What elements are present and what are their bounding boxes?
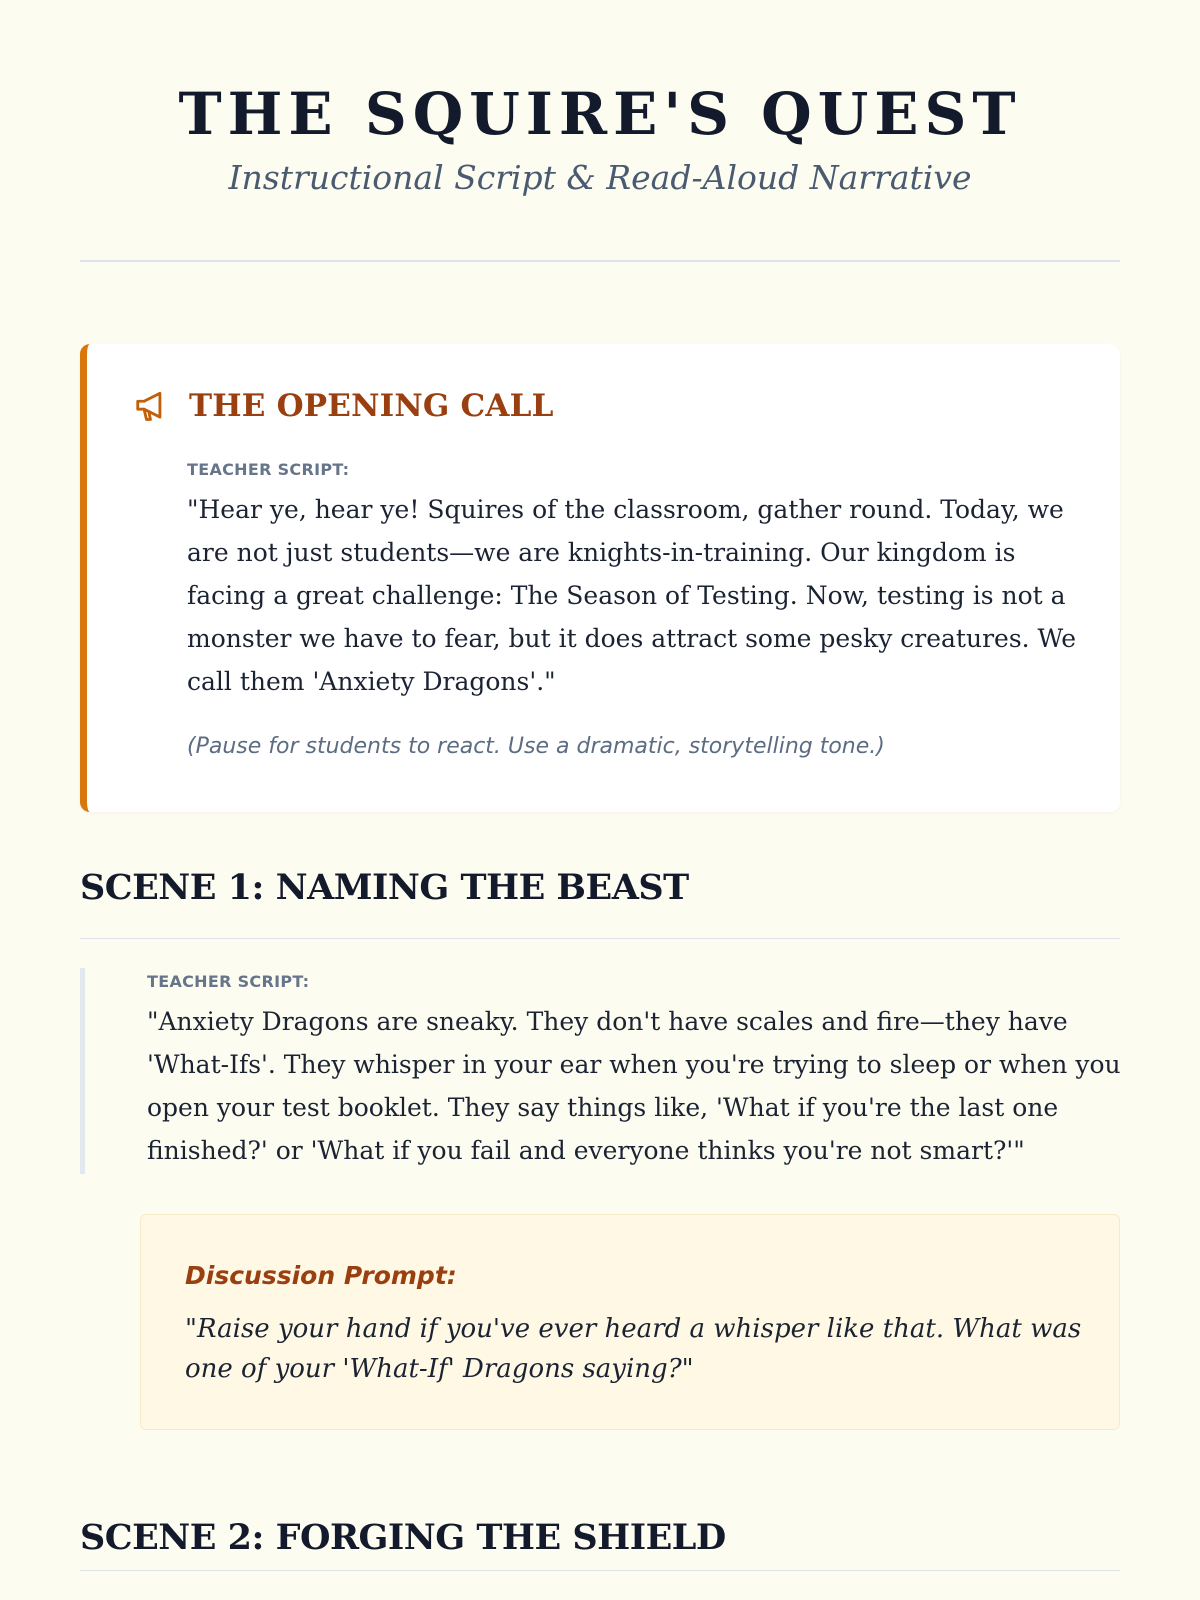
document-subtitle: Instructional Script & Read-Aloud Narrative <box>228 158 972 197</box>
header-divider <box>80 260 1120 262</box>
scene1-script-block <box>80 968 1120 1174</box>
discussion-prompt-text: "Raise your hand if you've ever heard a whisper like that. What was one of your 'What-If' Dragons saying?" <box>185 1314 1082 1384</box>
scene1-script-label: TEACHER SCRIPT: <box>147 972 310 991</box>
scene1-heading: SCENE 1: NAMING THE BEAST <box>80 867 689 908</box>
discussion-prompt-label: Discussion Prompt: <box>185 1261 457 1290</box>
opening-call-heading: THE OPENING CALL <box>189 388 554 424</box>
opening-call-card <box>80 344 1120 812</box>
document-title: THE SQUIRE'S QUEST <box>178 80 1022 148</box>
scene2-rule <box>80 1570 1120 1571</box>
opening-script-text: "Hear ye, hear ye! Squires of the classroom, gather round. Today, we are not just students—we are knights-in-training. Our kingdom is facing a great challenge: The Season of Testing. Now, testing is not a monster we have to fear, but it does attract some pesky creatures. We call them 'Anxiety Dragons'." <box>187 495 1076 696</box>
opening-stage-note: (Pause for students to react. Use a dramatic, storytelling tone.) <box>187 734 885 759</box>
scene1-script-text: "Anxiety Dragons are sneaky. They don't have scales and fire—they have 'What-Ifs'. They whisper in your ear when you're trying to sleep or when you open your test booklet. They say things like, 'What if you're the last one finished?' or 'What if you fail and everyone thinks you're not smart?'" <box>147 1007 1121 1165</box>
scene2-heading: SCENE 2: FORGING THE SHIELD <box>80 1517 726 1558</box>
document-header <box>0 78 1200 200</box>
megaphone-icon <box>133 387 171 425</box>
opening-call-header <box>133 386 554 426</box>
discussion-prompt-box <box>140 1214 1120 1430</box>
opening-script-label: TEACHER SCRIPT: <box>187 460 350 479</box>
scene1-rule <box>80 938 1120 939</box>
